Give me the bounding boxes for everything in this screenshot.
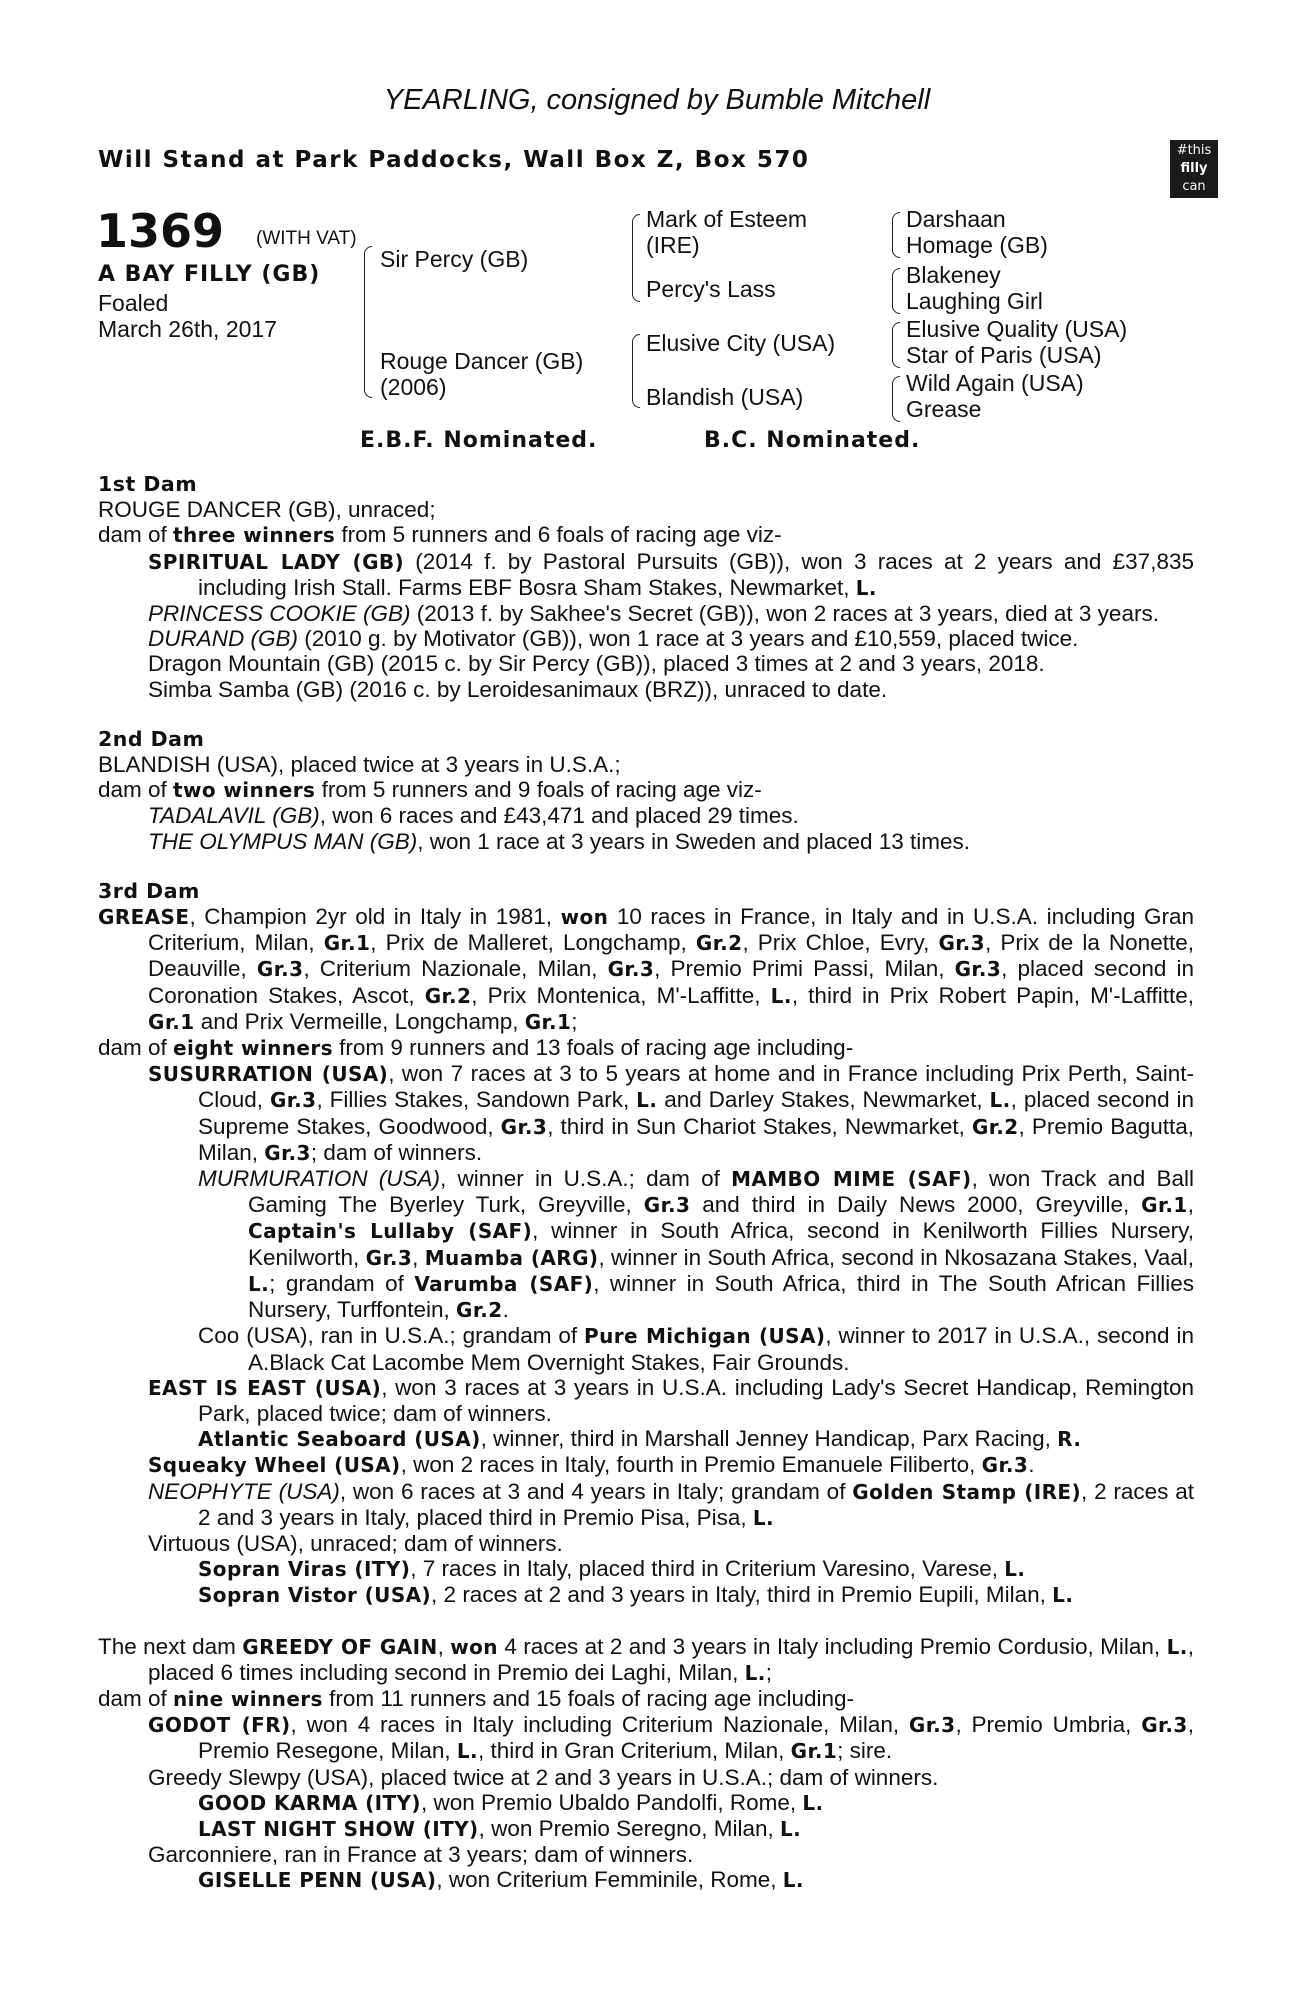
foal-entry: SPIRITUAL LADY (GB) (2014 f. by Pastoral Pursuits (GB)), won 3 races at 2 years and £37,835 including Irish Stall. Farms EBF Bosra Sham Stakes, Newmarket, L. [148, 548, 1194, 600]
vat-note: (WITH VAT) [256, 228, 357, 249]
dam-granddam-dam: Grease [906, 396, 982, 422]
brace-sire [632, 214, 640, 302]
second-dam-heading: 2nd Dam [98, 726, 205, 751]
susurration-entry: SUSURRATION (USA), won 7 races at 3 to 5 years at home and in France including Prix Perth, Saint-Cloud, Gr.3, Fillies Stakes, Sandown Park, L. and Darley Stakes, Newmarket, L., placed second in Supreme Stakes, Goodwood, Gr.3, third in Sun Chariot Stakes, Newmarket, Gr.2, Premio Bagutta, Milan, Gr.3; dam of winners. [148, 1061, 1195, 1165]
brace-dam [632, 334, 640, 408]
virtuous-entry: Virtuous (USA), unraced; dam of winners. [148, 1530, 563, 1556]
brace-g4 [892, 376, 900, 422]
foaled-info [98, 290, 277, 342]
first-dam-produce: dam of three winners from 5 runners and 6 foals of racing age viz- [98, 522, 782, 548]
foal-entry: TADALAVIL (GB), won 6 races and £43,471 and placed 29 times. [148, 803, 799, 829]
sire-sire [646, 206, 807, 258]
foaled-label: Foaled [98, 290, 169, 316]
foal-entry: DURAND (GB) (2010 g. by Motivator (GB)), won 1 race at 3 years and £10,559, placed twice. [148, 626, 1079, 652]
dam-name: Rouge Dancer (GB) [380, 348, 584, 374]
coo-entry: Coo (USA), ran in U.S.A.; grandam of Pure Michigan (USA), winner to 2017 in U.S.A., second in A.Black Cat Lacombe Mem Overnight Stakes, Fair Grounds. [198, 1323, 1194, 1375]
third-dam-produce: dam of eight winners from 9 runners and 13 foals of racing age including- [98, 1035, 854, 1061]
dam-sire: Elusive City (USA) [646, 330, 836, 356]
sire: Sir Percy (GB) [380, 246, 529, 272]
lot-description: A BAY FILLY (GB) [98, 262, 321, 287]
foal-entry: Dragon Mountain (GB) (2015 c. by Sir Percy (GB)), placed 3 times at 2 and 3 years, 2018. [148, 651, 1045, 677]
dam-grandsire-dam: Star of Paris (USA) [906, 342, 1102, 368]
godot-entry: GODOT (FR), won 4 races in Italy including Criterium Nazionale, Milan, Gr.3, Premio Umbria, Gr.3, Premio Resegone, Milan, L., third in Gran Criterium, Milan, Gr.1; sire. [148, 1712, 1194, 1764]
foaled-date: March 26th, 2017 [98, 316, 278, 342]
dam-dam: Blandish (USA) [646, 384, 804, 410]
next-dam-produce: dam of nine winners from 11 runners and 15 foals of racing age including- [98, 1685, 855, 1711]
last-night-show-entry: LAST NIGHT SHOW (ITY), won Premio Seregno, Milan, L. [198, 1815, 802, 1841]
sopran-vistor-entry: Sopran Vistor (USA), 2 races at 2 and 3 years in Italy, third in Premio Eupili, Milan, L. [198, 1582, 1074, 1608]
east-is-east-entry: EAST IS EAST (USA), won 3 races at 3 years in U.S.A. including Lady's Secret Handicap, Remington Park, placed twice; dam of winners. [148, 1374, 1194, 1426]
grandsire-dam: Homage (GB) [906, 232, 1048, 258]
next-dam-entry: The next dam GREEDY OF GAIN, won 4 races at 2 and 3 years in Italy including Premio Cordusio, Milan, L., placed 6 times including second in Premio dei Laghi, Milan, L.; [98, 1633, 1194, 1685]
bc-nomination: B.C. Nominated. [704, 428, 921, 453]
brace-g2 [892, 268, 900, 314]
second-dam-intro: BLANDISH (USA), placed twice at 3 years in U.S.A.; [98, 752, 621, 778]
dam-grandsire-sire: Elusive Quality (USA) [906, 316, 1128, 342]
ebf-nomination: E.B.F. Nominated. [360, 428, 598, 453]
murmuration-entry: MURMURATION (USA), winner in U.S.A.; dam of MAMBO MIME (SAF), won Track and Ball Gaming The Byerley Turk, Greyville, Gr.3 and third in Daily News 2000, Greyville, Gr.1, Captain's Lullaby (SAF), winner in South Africa, second in Kenilworth Fillies Nursery, Kenilworth, Gr.3, Muamba (ARG), winner in South Africa, second in Nkosazana Stakes, Vaal, L.; grandam of Varumba (SAF), winner in South Africa, third in The South African Fillies Nursery, Turffontein, Gr.2. [198, 1166, 1194, 1323]
first-dam-intro: ROUGE DANCER (GB), unraced; [98, 497, 436, 523]
brace-gen1 [364, 246, 372, 398]
grease-entry: GREASE, Champion 2yr old in Italy in 1981, won 10 races in France, in Italy and in U.S.A. including Gran Criterium, Milan, Gr.1, Prix de Malleret, Longchamp, Gr.2, Prix Chloe, Evry, Gr.3, Prix de la Nonette, Deauville, Gr.3, Criterium Nazionale, Milan, Gr.3, Premio Primi Passi, Milan, Gr.3, placed second in Coronation Stakes, Ascot, Gr.2, Prix Montenica, M'-Laffitte, L., third in Prix Robert Papin, M'-Laffitte, Gr.1 and Prix Vermeille, Longchamp, Gr.1; [98, 904, 1194, 1034]
squeaky-wheel-entry: Squeaky Wheel (USA), won 2 races in Italy, fourth in Premio Emanuele Filiberto, Gr.3. [148, 1452, 1035, 1478]
sire-sire-name: Mark of Esteem [646, 206, 808, 232]
brace-g1 [892, 212, 900, 258]
catalogue-body [98, 472, 1194, 1894]
greedy-slewpy-entry: Greedy Slewpy (USA), placed twice at 2 and 3 years in U.S.A.; dam of winners. [148, 1764, 939, 1790]
first-dam-heading: 1st Dam [98, 472, 198, 496]
garconniere-entry: Garconniere, ran in France at 3 years; dam of winners. [148, 1842, 694, 1868]
neophyte-entry: NEOPHYTE (USA), won 6 races at 3 and 4 years in Italy; grandam of Golden Stamp (IRE), 2 races at 2 and 3 years in Italy, placed third in Premio Pisa, Pisa, L. [148, 1478, 1194, 1530]
granddam-sire: Blakeney [906, 262, 1001, 288]
third-dam-heading: 3rd Dam [98, 878, 200, 903]
dam-granddam-sire: Wild Again (USA) [906, 370, 1084, 396]
brace-g3 [892, 322, 900, 368]
stand-location: Will Stand at Park Paddocks, Wall Box Z, Box 570 [98, 147, 810, 173]
sopran-viras-entry: Sopran Viras (ITY), 7 races in Italy, placed third in Criterium Varesino, Varese, L. [198, 1556, 1026, 1582]
sire-dam: Percy's Lass [646, 276, 776, 302]
foal-entry: PRINCESS COOKIE (GB) (2013 f. by Sakhee's Secret (GB)), won 2 races at 3 years, died at 3 years. [148, 601, 1159, 627]
second-dam-produce: dam of two winners from 5 runners and 9 foals of racing age viz- [98, 777, 762, 803]
granddam-dam: Laughing Girl [906, 288, 1043, 314]
badge-line-2: filly [1180, 161, 1208, 176]
dam [380, 348, 583, 400]
good-karma-entry: GOOD KARMA (ITY), won Premio Ubaldo Pandolfi, Rome, L. [198, 1789, 824, 1815]
grandsire-sire: Darshaan [906, 206, 1006, 232]
this-filly-can-logo [1170, 140, 1218, 198]
foal-entry: THE OLYMPUS MAN (GB), won 1 race at 3 years in Sweden and placed 13 times. [148, 828, 971, 854]
sale-heading: YEARLING, consigned by Bumble Mitchell [383, 84, 931, 116]
foal-entry: Simba Samba (GB) (2016 c. by Leroidesanimaux (BRZ)), unraced to date. [148, 676, 888, 702]
atlantic-seaboard-entry: Atlantic Seaboard (USA), winner, third in Marshall Jenney Handicap, Parx Racing, R. [198, 1426, 1082, 1452]
giselle-penn-entry: GISELLE PENN (USA), won Criterium Femminile, Rome, L. [198, 1867, 804, 1893]
dam-year: (2006) [380, 374, 447, 400]
sire-sire-country: (IRE) [646, 232, 700, 258]
badge-line-1: #this [1176, 143, 1212, 158]
lot-number: 1369 [96, 204, 225, 258]
badge-line-3: can [1182, 179, 1206, 194]
